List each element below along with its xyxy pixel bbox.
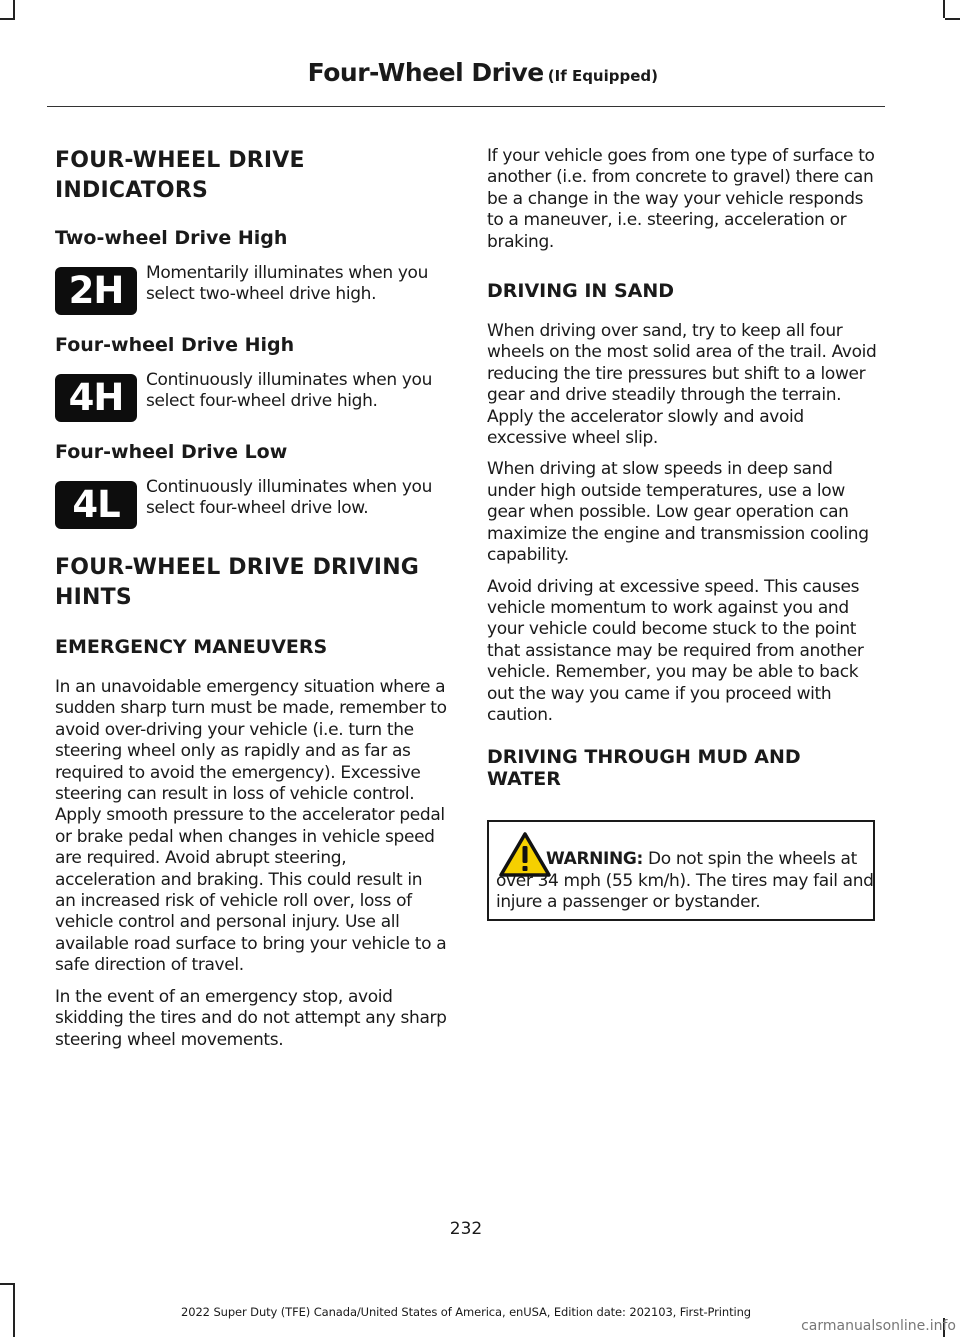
crop-mark: [945, 18, 960, 20]
watermark: carmanualsonline.info: [801, 1318, 956, 1334]
emergency-maneuvers-heading: EMERGENCY MANEUVERS: [55, 636, 328, 658]
warning-text: [496, 849, 874, 914]
emergency-paragraph-2: In the event of an emergency stop, avoid skidding the tires and do not attempt any sharp steering wheel movements.: [55, 986, 447, 1050]
indicator-title-4h: Four-wheel Drive High: [55, 334, 295, 356]
page-header-title: [308, 58, 658, 87]
header-subtitle: (If Equipped): [547, 67, 658, 85]
footer-edition-info: 2022 Super Duty (TFE) Canada/United States of America, enUSA, Edition date: 202103, First-Printing: [181, 1305, 751, 1319]
section-heading-driving-hints: FOUR-WHEEL DRIVE DRIVING HINTS: [55, 555, 420, 610]
warning-box: [487, 820, 875, 921]
indicator-description-4l: Continuously illuminates when you select four-wheel drive low.: [146, 477, 433, 519]
crop-mark: [943, 0, 945, 18]
header-divider: [47, 106, 885, 107]
indicator-description-2h: Momentarily illuminates when you select two-wheel drive high.: [146, 263, 429, 305]
indicator-title-2h: Two-wheel Drive High: [55, 227, 288, 249]
left-column: [55, 146, 447, 1051]
indicator-description-4h: Continuously illuminates when you select four-wheel drive high.: [146, 370, 433, 412]
2h-indicator-icon: 2H: [55, 267, 137, 315]
header-title-text: Four-Wheel Drive: [307, 58, 544, 87]
indicator-title-4l: Four-wheel Drive Low: [55, 441, 288, 463]
4h-indicator-icon: 4H: [55, 374, 137, 422]
indicator-row-4l: [55, 477, 447, 539]
driving-in-sand-heading: DRIVING IN SAND: [487, 280, 675, 303]
crop-mark: [0, 18, 15, 20]
page-number: 232: [449, 1219, 483, 1239]
right-column: [487, 146, 879, 790]
indicator-row-2h: [55, 263, 447, 325]
crop-mark: [13, 0, 15, 18]
crop-mark: [0, 1283, 15, 1285]
4l-indicator-icon: 4L: [55, 481, 137, 529]
warning-message: Do not spin the wheels at over 34 mph (55 km/h). The tires may fail and injure a passenger or bystander.: [496, 849, 874, 912]
surface-change-paragraph: If your vehicle goes from one type of surface to another (i.e. from concrete to gravel) there can be a change in the way your vehicle responds to a maneuver, i.e. steering, acceleration or braking.: [487, 146, 875, 252]
emergency-paragraph-1: In an unavoidable emergency situation where a sudden sharp turn must be made, remember to avoid over-driving your vehicle (i.e. turn the steering wheel only as rapidly and as far as required to avoid the emergency). Excessive steering can result in loss of vehicle control. Apply smooth pressure to the accelerator pedal or brake pedal when changes in vehicle speed are required. Avoid abrupt steering, acceleration and braking. This could result in an increased risk of vehicle roll over, loss of vehicle control and personal injury. Use all available road surface to bring your vehicle to a safe direction of travel.: [55, 677, 447, 976]
sand-paragraph-2: When driving at slow speeds in deep sand under high outside temperatures, use a low gear when possible. Low gear operation can maximize the engine and transmission cooling capability.: [487, 459, 869, 566]
indicator-row-4h: [55, 370, 447, 432]
mud-and-water-heading: DRIVING THROUGH MUD AND WATER: [487, 746, 801, 791]
sand-paragraph-3: Avoid driving at excessive speed. This causes vehicle momentum to work against you and your vehicle could become stuck to the point that assistance may be required from another vehicle. Remember, you may be able to back out the way you came if you proceed with caution.: [487, 576, 864, 725]
warning-label: WARNING:: [546, 849, 643, 869]
section-heading-indicators: FOUR-WHEEL DRIVE INDICATORS: [55, 148, 305, 203]
sand-paragraph-1: When driving over sand, try to keep all four wheels on the most solid area of the trail. Avoid reducing the tire pressures but shift to a lower gear and drive steadily through the terrain. Apply the accelerator slowly and avoid excessive wheel slip.: [487, 321, 877, 449]
